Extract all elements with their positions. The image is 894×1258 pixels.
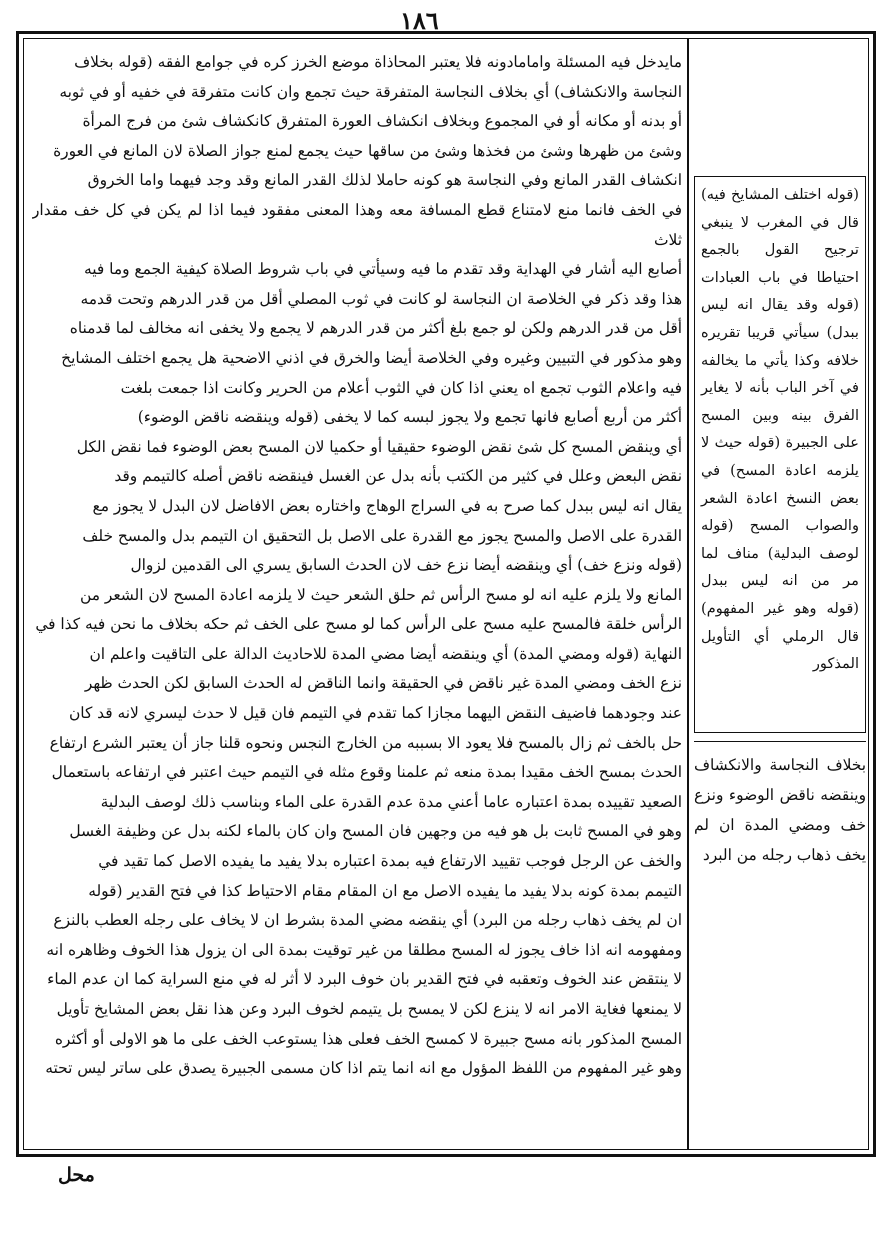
text-line: أكثر من أربع أصابع فانها تجمع ولا يجوز لبسه كما لا يخفى (قوله وينقضه ناقض الوضوء) — [137, 408, 682, 427]
text-line: وهو في المسح ثابت بل هو فيه من وجهين فان المسح وان كان بالماء لكنه بدل عن وظيفة الغسل — [69, 822, 682, 841]
text-line: يقال انه ليس ببدل كما صرح به في السراج الوهاج واختاره بعض الافاضل لان البدل لا يجوز مع — [92, 496, 682, 515]
text-line: عند وجودهما فاضيف النقض اليهما مجازا كما تقدم في التيمم فان قيل لا حدث ليسري لانه قد كان — [68, 704, 682, 723]
text-line: وهو مذكور في التبيين وغيره وفي الخلاصة أيضا والخرق في اذني الاضحية هل يجمع اختلف المشايخ — [61, 348, 682, 367]
text-line: والخف عن الرجل فوجب تقييد الارتفاع فيه بمدة اعتباره بدلا يفيد ما يفيده الاصل كما تقيد في — [98, 852, 682, 871]
main-text-block — [32, 48, 682, 1146]
text-line: وشئ من ظهرها وشئ من فخذها وشئ من ساقها حيث يجمع لمنع جواز الصلاة لان المانع في العورة — [53, 141, 682, 160]
page-number: ١٨٦ — [400, 6, 439, 35]
text-line: القدرة على الاصل والمسح يجوز مع القدرة على الاصل بل التحقيق ان التيمم بدل والمسح خلف — [82, 526, 682, 545]
text-line: لا يمنعها فغاية الامر انه لا ينزع لكن لا يمسح بل يتيمم لخوف البرد وعن هذا نقل بعض المشايخ تأويل — [56, 1000, 682, 1018]
catchword: محل — [58, 1164, 95, 1186]
text-line: المانع ولا يلزم عليه انه لو مسح الرأس ثم حلق الشعر حيث لا يلزمه اعادة المسح لان الشعر من — [80, 585, 682, 604]
text-line: النجاسة والانكشاف) أي بخلاف النجاسة المتفرقة حيث تجمع وان كانت متفرقة في خفيه أو في ثوبه — [59, 82, 682, 101]
text-line: هذا وقد ذكر في الخلاصة ان النجاسة لو كانت في ثوب المصلي أقل من قدر الدرهم وتحت قدمه — [80, 289, 682, 308]
text-line: الصعيد تقييده بمدة اعتباره عاما أعني مدة عدم القدرة على الماء وبناسب ذلك لوصف البدلية — [100, 792, 682, 811]
text-line: أو بدنه أو مكانه أو في المجموع وبخلاف انكشاف العورة المتفرق كانكشاف شئ من فرج المرأة — [82, 112, 682, 131]
text-line: انكشاف القدر المانع وفي النجاسة هو كونه حاملا لذلك القدر المانع وقد وجد فيهما واما الخروق — [87, 171, 682, 190]
text-line: مايدخل فيه المسئلة وامامادونه فلا يعتبر المحاذاة موضع الخرز كره في جوامع الفقه (قوله بخلاف — [74, 53, 682, 71]
text-line: وهو غير المفهوم من اللفظ المؤول مع انه انما يتم اذا كان مسمى الجبيرة يصدق على ساتر ليس تحته — [45, 1059, 682, 1078]
text-line: أقل من قدر الدرهم ولكن لو جمع بلغ أكثر من قدر الدرهم لا يجمع ولا يخفى انه مخالف لما قدمناه — [69, 319, 682, 338]
text-line: أي وينقض المسح كل شئ نقض الوضوء حقيقيا أو حكميا لان المسح بعض الوضوء فما نقض الكل — [76, 437, 682, 456]
text-line: التيمم بمدة كونه بدلا يفيد ما يفيده الاصل مع ان المقام مقام الاحتياط كذا في فتح القدير (قوله — [88, 881, 682, 900]
text-line: الرأس خلقة فالمسح عليه مسح على الرأس كما لو مسح على الخف ثم حكه بخلاف ما نحن فيه كذا في — [35, 615, 682, 634]
text-line: المسح المذكور بانه مسح جبيرة لا كمسح الخف فعلى هذا يستوعب الخف على ما هو الاولى أو أكثره — [54, 1029, 682, 1048]
text-line: ومفهومه انه اذا خاف يجوز له المسح مطلقا من غير توقيت بمدة الى ان يزول هذا الخوف وظاهره انه — [46, 940, 682, 959]
text-line: (قوله ونزع خف) أي وينقضه أيضا نزع خف لان الحدث السابق يسري الى القدمين لزوال — [130, 556, 682, 575]
margin-commentary: (قوله اختلف المشايخ فيه) قال في المغرب لا ينبغي ترجيح القول بالجمع احتياطا في باب العبادات (قوله وقد يقال انه ليس ببدل) سيأتي قريبا تقريره خلافه وكذا يأتي ما يخالفه في آخر الباب بأنه لا يغاير الفرق بينه وبين المسح على الجبيرة (قوله حيث لا يلزمه اعادة المسح) في بعض النسخ اعادة الشعر والصواب المسح (قوله لوصف البدلية) مناف لما مر من انه ليس ببدل (قوله وهو غير المفهوم) قال الرملي أي التأويل المذكور — [694, 176, 866, 733]
text-line: حل بالخف ثم زال بالمسح فلا يعود الا بسببه من الخارج النجس ونحوه قلنا جاز أن يعتبر الشرع ارتفاع — [49, 733, 682, 752]
text-line: أصابع اليه أشار في الهداية وقد تقدم ما فيه وسيأتي في باب شروط الصلاة كيفية الجمع وما فيه — [84, 260, 682, 279]
text-line: نقض البعض وعلل في كثير من الكتب بأنه بدل عن الغسل فينقضه ناقض أصله كالتيمم وقد — [114, 467, 682, 486]
text-line: فيه واعلام الثوب تجمع اه يعني اذا كان في الثوب أعلام من الحرير وكانت اذا جمعت بلغت — [120, 378, 682, 397]
text-line: الحدث بمسح الخف مقيدا بمدة منعه ثم علمنا وقوع مثله في التيمم حيث اعتبر في ارتفاعه باستعمال — [51, 763, 682, 782]
margin-divider — [694, 741, 866, 742]
margin-matn-text: بخلاف النجاسة والانكشاف وينقضه ناقض الوضوء ونزع خف ومضي المدة ان لم يخف ذهاب رجله من البرد — [694, 756, 866, 864]
text-line: لا ينتقض عند الخوف وتعقبه في فتح القدير بان خوف البرد لا أثر له في منع السراية كما ان عدم الماء — [47, 970, 682, 989]
column-divider — [687, 38, 689, 1150]
text-line: في الخف فانما منع لامتناع قطع المسافة معه وهذا المعنى مفقود فيما اذا لم يكن في كل خف مقدار ثلاث — [32, 200, 682, 249]
text-line: نزع الخف ومضي المدة غير ناقض في الحقيقة وانما الناقض له الحدث السابق لكن الحدث ظهر — [84, 674, 682, 693]
text-line: النهاية (قوله ومضي المدة) أي وينقضه أيضا مضي المدة للاحاديث الدالة على التاقيت واعلم ان — [89, 644, 682, 663]
text-line: ان لم يخف ذهاب رجله من البرد) أي ينقضه مضي المدة بشرط ان لا يخاف على رجله العطب بالنزع — [53, 911, 682, 930]
